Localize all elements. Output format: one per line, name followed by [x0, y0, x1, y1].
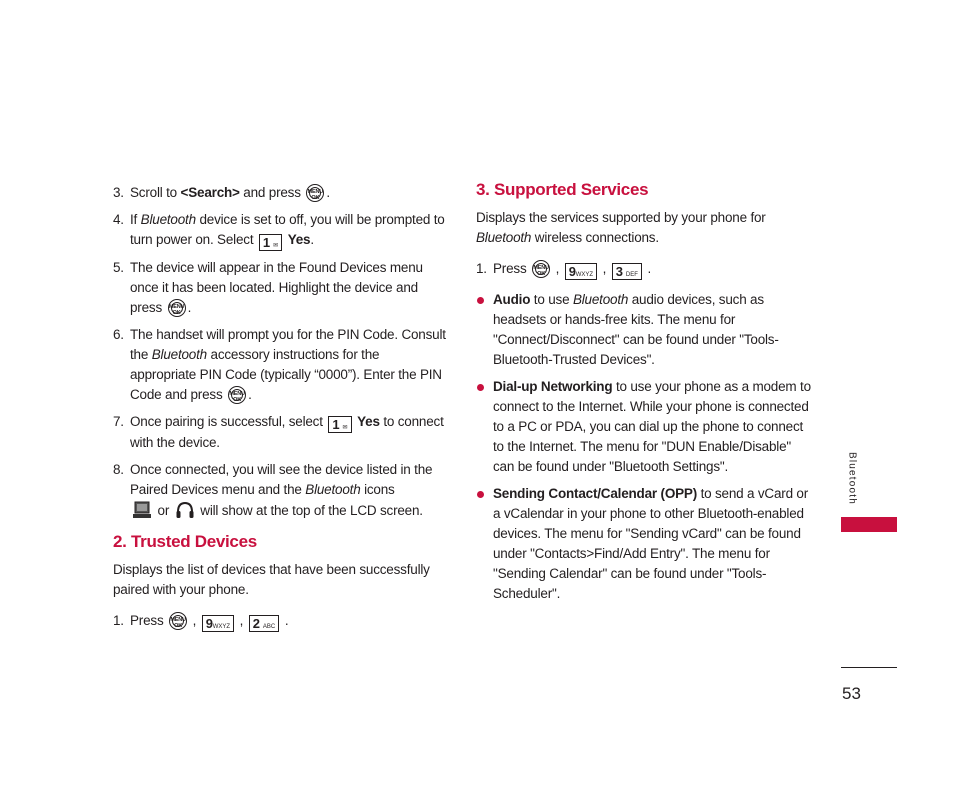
step-text: Press — [130, 613, 168, 628]
right-column — [476, 179, 811, 611]
trusted-step-1: 1. Press MENU OK , 9WXYZ , 2 ABC . — [113, 613, 289, 631]
search-label: <Search> — [180, 185, 240, 200]
step-text: . — [248, 387, 252, 402]
bluetooth-term: Bluetooth — [572, 292, 629, 307]
step-number: 1. — [113, 613, 124, 628]
step-number: 8. — [113, 462, 124, 477]
step-number: 6. — [113, 327, 124, 342]
step-8 — [113, 460, 448, 521]
key-1-icon: 1 ✉ — [328, 416, 351, 433]
page-number: 53 — [842, 684, 861, 703]
trusted-devices-desc: Displays the list of devices that have been successfully paired with your phone. — [113, 562, 430, 597]
bullet-title: Dial-up Networking — [493, 379, 613, 394]
step-7 — [113, 412, 448, 453]
trusted-devices-heading: 2. Trusted Devices — [113, 532, 257, 551]
menu-ok-key-icon: MENU OK — [532, 260, 550, 278]
step-text: will show at the top of the LCD screen. — [196, 503, 423, 518]
menu-ok-key-icon: MENU OK — [228, 386, 246, 404]
menu-ok-key-icon: MENU OK — [306, 184, 324, 202]
bullet-dot — [477, 384, 484, 391]
menu-ok-key-icon: MENU OK — [168, 299, 186, 317]
step-text: accessory instructions for the appropriate PIN Code (typically “0000”). Enter the PIN Code and press — [130, 347, 442, 402]
bullet-dot — [477, 297, 484, 304]
step-number: 3. — [113, 185, 124, 200]
supported-services-heading: 3. Supported Services — [476, 180, 649, 199]
step-text: Once connected, you will see the device listed in the Paired Devices menu and the — [130, 462, 433, 497]
computer-icon — [132, 500, 152, 520]
step-text: Scroll to — [130, 185, 181, 200]
step-5 — [113, 258, 448, 318]
step-text: The device will appear in the Found Devices menu once it has been located. Highlight the device and press — [130, 260, 423, 315]
bullet-dialup: Dial-up Networking to use your phone as a modem to connect to the Internet. While your phone is connected to a PC or PDA, you can dial up the phone to connect to the Internet. The menu for "DUN Enable/Disable" can be found under "Bluetooth Settings". — [476, 377, 811, 477]
step-number: 4. — [113, 212, 124, 227]
bullet-audio: Audio to use Bluetooth audio devices, such as headsets or hands-free kits. The menu for "Connect/Disconnect" can be found under "Tools-Bluetooth-Trusted Devices". — [476, 290, 811, 370]
step-text: If — [130, 212, 141, 227]
bullet-title: Audio — [493, 292, 531, 307]
step-number: 5. — [113, 260, 124, 275]
step-text: or — [154, 503, 173, 518]
yes-label: Yes — [357, 414, 380, 429]
step-text: . — [310, 232, 314, 247]
step-text: The handset will prompt you for the PIN Code. Consult the — [130, 327, 446, 362]
step-6 — [113, 325, 448, 405]
key-1-icon: 1 ✉ — [259, 234, 282, 251]
bluetooth-term: Bluetooth — [476, 230, 532, 245]
step-text: device is set to off, you will be prompted to turn power on. Select — [130, 212, 445, 247]
step-3 — [113, 183, 448, 203]
bullet-opp: Sending Contact/Calendar (OPP) to send a vCard or a vCalendar in your phone to other Bluetooth-enabled devices. The menu for "Sending vCard" can be found under "Contacts>Find/Add Entry". The menu for "Sending Calendar" can be found under "Tools-Scheduler". — [476, 484, 811, 604]
step-text: Once pairing is successful, select — [130, 414, 327, 429]
key-9-icon: 9WXYZ — [565, 263, 597, 280]
step-text: and press — [239, 185, 305, 200]
bullet-dot — [477, 491, 484, 498]
left-column — [113, 183, 448, 639]
supported-services-desc: Displays the services supported by your phone for Bluetooth wireless connections. — [476, 210, 766, 245]
step-4 — [113, 210, 448, 251]
headset-icon — [175, 500, 195, 520]
bluetooth-term: Bluetooth — [305, 482, 361, 497]
step-number: 7. — [113, 414, 124, 429]
key-2-icon: 2 ABC — [249, 615, 280, 632]
section-tab-marker — [841, 517, 897, 532]
step-text: icons — [360, 482, 395, 497]
key-9-icon: 9WXYZ — [202, 615, 234, 632]
menu-ok-key-icon: MENU OK — [169, 612, 187, 630]
page-number-rule — [841, 667, 897, 668]
bullet-title: Sending Contact/Calendar (OPP) — [493, 486, 698, 501]
key-3-icon: 3 DEF — [612, 263, 642, 280]
step-text: . — [326, 185, 330, 200]
bluetooth-term: Bluetooth — [151, 347, 207, 362]
step-text: . — [187, 300, 192, 315]
step-number: 1. — [476, 261, 487, 276]
step-text: Press — [493, 261, 531, 276]
section-side-label: Bluetooth — [846, 451, 858, 506]
services-step-1: 1. Press MENU OK , 9WXYZ , 3 DEF . — [476, 261, 652, 279]
step-text: to connect with the device. — [130, 414, 444, 450]
yes-label: Yes — [287, 232, 311, 247]
bluetooth-term: Bluetooth — [140, 212, 196, 227]
